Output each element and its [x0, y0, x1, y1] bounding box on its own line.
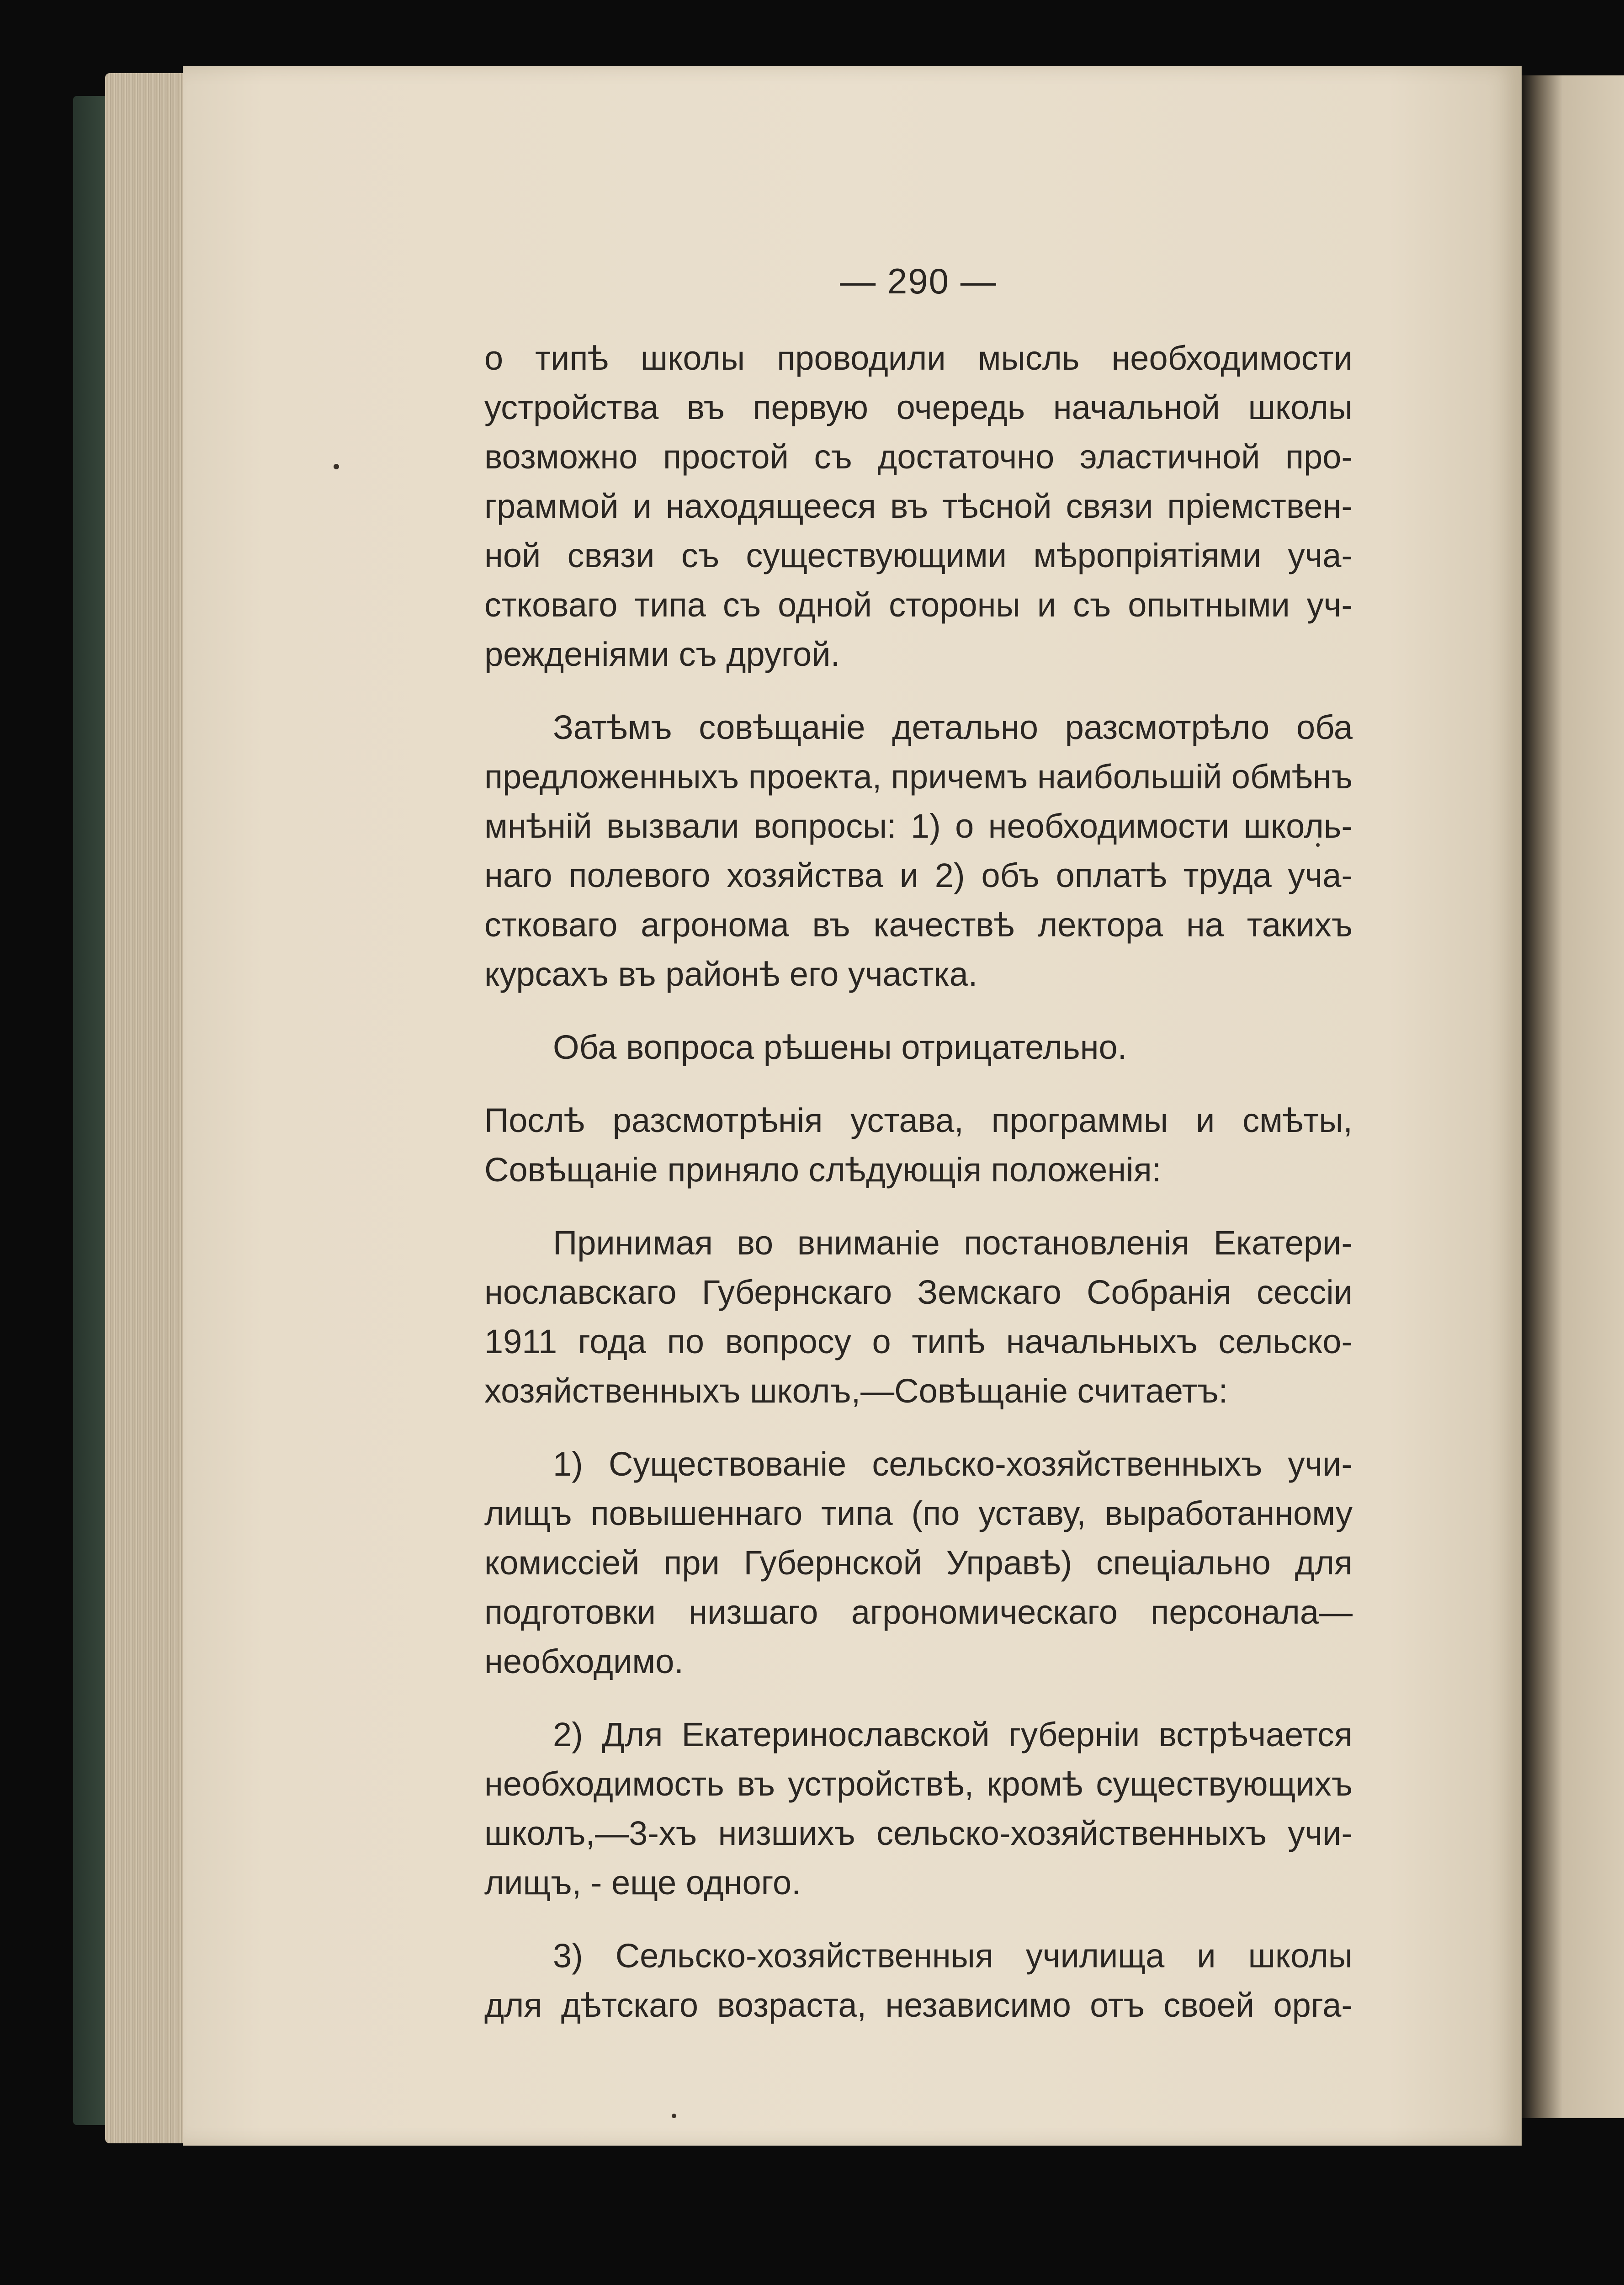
text-line: подготовки низшаго агрономическаго персонала— [484, 1593, 1353, 1631]
text-line: необходимость въ устройствѣ, кромѣ существующихъ [484, 1765, 1353, 1803]
text-line: наго полевого хозяйства и 2) объ оплатѣ труда уча- [484, 856, 1353, 894]
text-line: 1) Существованіе сельско-хозяйственныхъ учи- [553, 1445, 1353, 1483]
text-line: комиссіей при Губернской Управѣ) спеціально для [484, 1544, 1353, 1582]
paragraph [484, 1096, 1353, 1195]
paragraph [484, 1023, 1353, 1072]
text-line: лищъ повышеннаго типа (по уставу, выработанному [484, 1494, 1353, 1532]
paragraph [484, 334, 1353, 679]
text-line: о типѣ школы проводили мысль необходимости [484, 339, 1353, 377]
paragraph [484, 1931, 1353, 2030]
text-line: предложенныхъ проекта, причемъ наибольшій обмѣнъ [484, 758, 1353, 796]
text-line: устройства въ первую очередь начальной школы [484, 388, 1353, 426]
text-line: Затѣмъ совѣщаніе детально разсмотрѣло оба [553, 708, 1353, 746]
paragraph-gap [484, 1195, 1353, 1218]
paragraph-gap [484, 1908, 1353, 1931]
paragraph [484, 1218, 1353, 1416]
text-line: Оба вопроса рѣшены отрицательно. [553, 1028, 1127, 1066]
paragraph-gap [484, 1416, 1353, 1440]
text-line: для дѣтскаго возраста, независимо отъ своей орга- [484, 1986, 1353, 2024]
text-line: необходимо. [484, 1642, 684, 1680]
text-line: 1911 года по вопросу о типѣ начальныхъ сельско- [484, 1323, 1353, 1360]
page-number: — 290 — [840, 261, 997, 301]
text-line: Принимая во вниманіе постановленія Екатери- [553, 1224, 1353, 1262]
paragraph [484, 1710, 1353, 1908]
text-line: Послѣ разсмотрѣнія устава, программы и смѣты, [484, 1101, 1353, 1139]
text-line: стковаго типа съ одной стороны и съ опытными уч- [484, 586, 1353, 624]
text-line: Совѣщаніе приняло слѣдующія положенія: [484, 1151, 1162, 1189]
paragraph-gap [484, 999, 1353, 1023]
paragraph-gap [484, 1686, 1353, 1710]
facing-page-edge [1522, 75, 1624, 2118]
paragraphs [484, 334, 1353, 2030]
text-line: 3) Сельско-хозяйственныя училища и школы [553, 1937, 1353, 1975]
paragraph [484, 1440, 1353, 1686]
text-line: мнѣній вызвали вопросы: 1) о необходимости школь- [484, 807, 1353, 845]
paragraph-gap [484, 1072, 1353, 1096]
text-line: школъ,—3-хъ низшихъ сельско-хозяйственныхъ учи- [484, 1814, 1353, 1852]
text-line: нославскаго Губернскаго Земскаго Собранія сессіи [484, 1273, 1353, 1311]
paragraph [484, 703, 1353, 999]
text-line: лищъ, - еще одного. [484, 1864, 801, 1902]
text-line: режденіями съ другой. [484, 635, 840, 673]
text-line: граммой и находящееся въ тѣсной связи пріемствен- [484, 487, 1353, 525]
paragraph-gap [484, 679, 1353, 703]
paper-speck [334, 464, 339, 469]
text-line: хозяйственныхъ школъ,—Совѣщаніе считаетъ: [484, 1372, 1228, 1410]
paper-speck [672, 2114, 676, 2118]
text-line: возможно простой съ достаточно эластичной про- [484, 438, 1353, 476]
page-text [484, 256, 1353, 2030]
text-line: ной связи съ существующими мѣропріятіями уча- [484, 537, 1353, 574]
text-line: 2) Для Екатеринославской губерніи встрѣчается [553, 1716, 1353, 1754]
text-line: курсахъ въ районѣ его участка. [484, 955, 978, 993]
text-line: стковаго агронома въ качествѣ лектора на такихъ [484, 906, 1353, 944]
